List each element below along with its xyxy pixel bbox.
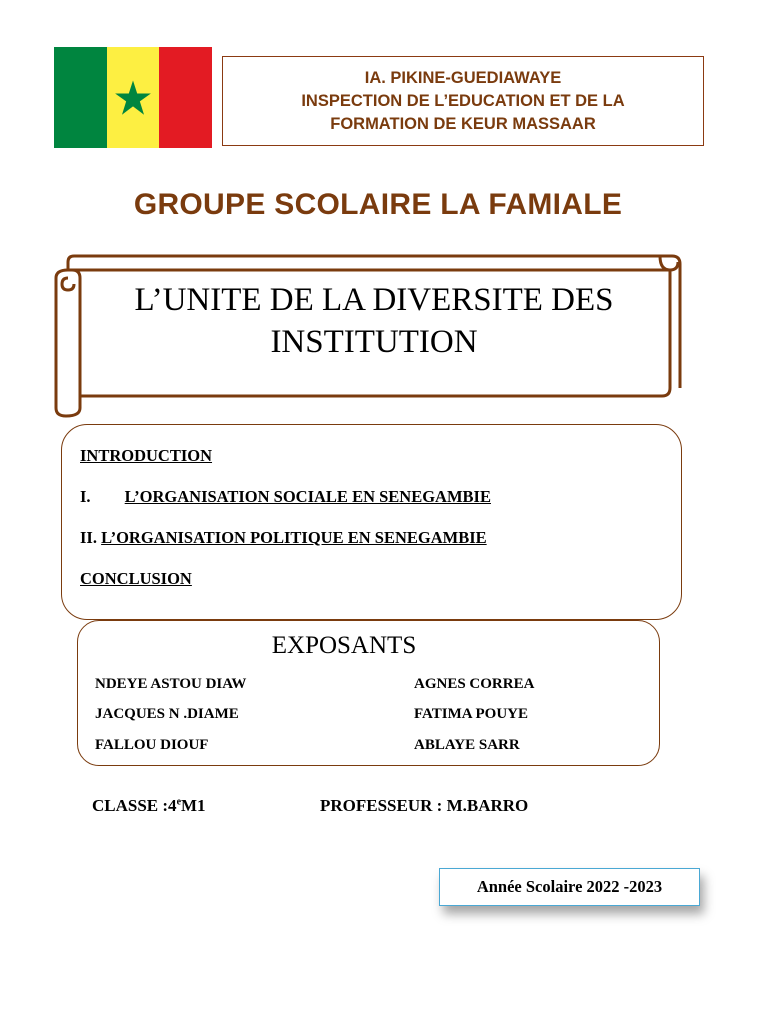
plan-introduction: INTRODUCTION xyxy=(80,446,213,465)
header-line-3: FORMATION DE KEUR MASSAAR xyxy=(330,114,596,133)
plan-conclusion: CONCLUSION xyxy=(80,569,192,588)
flag-green-band xyxy=(54,47,107,148)
senegal-flag xyxy=(54,47,212,148)
institution-header xyxy=(222,56,704,146)
school-year-box xyxy=(439,868,700,906)
exposant-left-1: NDEYE ASTOU DIAW xyxy=(95,676,247,692)
plan-part-2 xyxy=(80,528,487,548)
header-line-2: INSPECTION DE L’EDUCATION ET DE LA xyxy=(301,91,625,110)
exposant-right-3: ABLAYE SARR xyxy=(414,737,520,753)
document-title xyxy=(80,279,668,363)
school-title: GROUPE SCOLAIRE LA FAMIALE xyxy=(133,188,623,221)
classe-sup: e xyxy=(176,796,182,808)
exposants-title: EXPOSANTS xyxy=(271,632,417,659)
exposant-left-3: FALLOU DIOUF xyxy=(95,737,209,753)
classe-label xyxy=(92,796,206,816)
exposant-right-2: FATIMA POUYE xyxy=(414,706,529,722)
school-year-label: Année Scolaire 2022 -2023 xyxy=(476,877,663,896)
plan-part-1-number: I. xyxy=(80,487,91,506)
header-line-1: IA. PIKINE-GUEDIAWAYE xyxy=(364,68,562,87)
document-title-line-1: L’UNITE DE LA DIVERSITE DES xyxy=(134,282,614,318)
classe-prefix: CLASSE :4 xyxy=(92,796,177,815)
plan-part-1 xyxy=(80,487,491,507)
flag-red-band xyxy=(159,47,212,148)
plan-part-1-title: L’ORGANISATION SOCIALE EN SENEGAMBIE xyxy=(124,487,491,506)
plan-part-2-number: II. xyxy=(80,528,97,547)
exposant-left-2: JACQUES N .DIAME xyxy=(95,706,239,722)
professeur-label: PROFESSEUR : M.BARRO xyxy=(320,796,529,815)
exposant-right-1: AGNES CORREA xyxy=(414,676,535,692)
document-title-line-2: INSTITUTION xyxy=(270,324,478,360)
star-icon xyxy=(114,79,152,117)
plan-part-2-title: L’ORGANISATION POLITIQUE EN SENEGAMBIE xyxy=(101,528,487,547)
classe-suffix: M1 xyxy=(181,796,206,815)
